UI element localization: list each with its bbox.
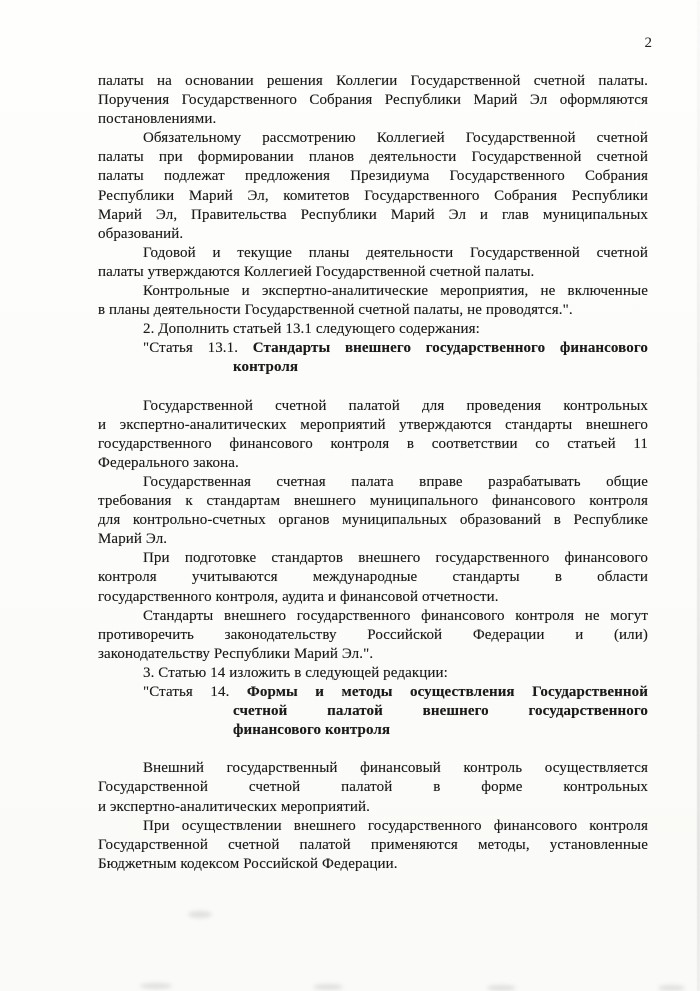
text-line: Государственной счетной палатой применяются методы, установленные (98, 836, 648, 853)
text-line: Марий Эл. (98, 531, 168, 548)
text-line: Марий Эл, Правительства Республики Марий Эл и глав муниципальных (98, 206, 648, 223)
document-body (98, 72, 648, 874)
scan-smudge (487, 985, 516, 991)
text-line: Федерального закона. (98, 454, 239, 471)
scan-smudge (188, 911, 212, 918)
article-heading-line (98, 339, 648, 358)
article-title: Формы и методы осуществления Государственной (246, 684, 648, 700)
text-line: государственного финансового контроля в соответствии со статьей 11 (98, 435, 648, 452)
text-line: При подготовке стандартов внешнего государственного финансового (143, 550, 648, 567)
text-line: палаты подлежат предложения Президиума Государственного Собрания (98, 168, 648, 185)
text-line: контроля учитываются международные стандарты в области (98, 569, 648, 586)
text-line: законодательству Республики Марий Эл.". (98, 645, 374, 662)
text-line: требования к стандартам внешнего муниципального финансового контроля (98, 493, 648, 510)
text-line: Годовой и текущие планы деятельности Государственной счетной (143, 244, 648, 261)
text-line: палаты утверждаются Коллегией Государственной счетной палаты. (98, 263, 535, 280)
text-line: и экспертно-аналитических мероприятий. (98, 798, 370, 815)
scan-smudge (140, 983, 172, 989)
text-line: Контрольные и экспертно-аналитические мероприятия, не включенные (143, 283, 648, 300)
text-line: противоречить законодательству Российской Федерации и (или) (98, 626, 648, 643)
paragraph-spacer (98, 740, 648, 759)
text-line: образований. (98, 225, 184, 242)
text-line: Поручения Государственного Собрания Республики Марий Эл оформляются (98, 92, 648, 109)
text-line: Обязательному рассмотрению Коллегией Государственной счетной (143, 130, 648, 147)
article-number: "Статья 14. (143, 684, 230, 700)
text-line: Внешний государственный финансовый контроль осуществляется (143, 760, 648, 777)
text-line: Государственной счетной палатой в форме контрольных (98, 779, 648, 796)
text-line: Бюджетным кодексом Российской Федерации. (98, 855, 398, 872)
text-line: палаты на основании решения Коллегии Государственной счетной палаты. (98, 73, 648, 89)
text-line: При осуществлении внешнего государственного финансового контроля (143, 817, 648, 834)
text-line: и экспертно-аналитических мероприятий утверждаются стандарты внешнего (98, 416, 648, 433)
scan-smudge (658, 985, 685, 991)
text-line: в планы деятельности Государственной счетной палаты, не проводятся.". (98, 302, 573, 319)
text-line: палаты при формировании планов деятельности Государственной счетной (98, 149, 648, 166)
text-line: постановлениями. (98, 111, 217, 128)
scan-smudge (313, 984, 343, 990)
text-line: Государственная счетная палата вправе разрабатывать общие (143, 473, 648, 490)
article-heading-line (98, 683, 648, 702)
article-number: "Статья 13.1. (143, 340, 239, 357)
article-title-line: контроля (233, 359, 299, 376)
text-line: Республики Марий Эл, комитетов Государственного Собрания Республики (98, 187, 648, 204)
text-line: 2. Дополнить статьей 13.1 следующего содержания: (143, 321, 480, 338)
article-title: Стандарты внешнего государственного финансового (252, 340, 648, 357)
text-line: Государственной счетной палатой для проведения контрольных (143, 397, 648, 414)
paragraph-spacer (98, 378, 648, 397)
text-line: для контрольно-счетных органов муниципальных образований в Республике (98, 512, 648, 529)
page-number: 2 (644, 35, 652, 51)
text-line: государственного контроля, аудита и финансовой отчетности. (98, 588, 499, 605)
text-line: Стандарты внешнего государственного финансового контроля не могут (143, 607, 648, 624)
article-title-line: финансового контроля (233, 722, 391, 739)
article-title-line: счетной палатой внешнего государственного (233, 703, 648, 720)
text-line: 3. Статью 14 изложить в следующей редакции: (143, 664, 448, 681)
